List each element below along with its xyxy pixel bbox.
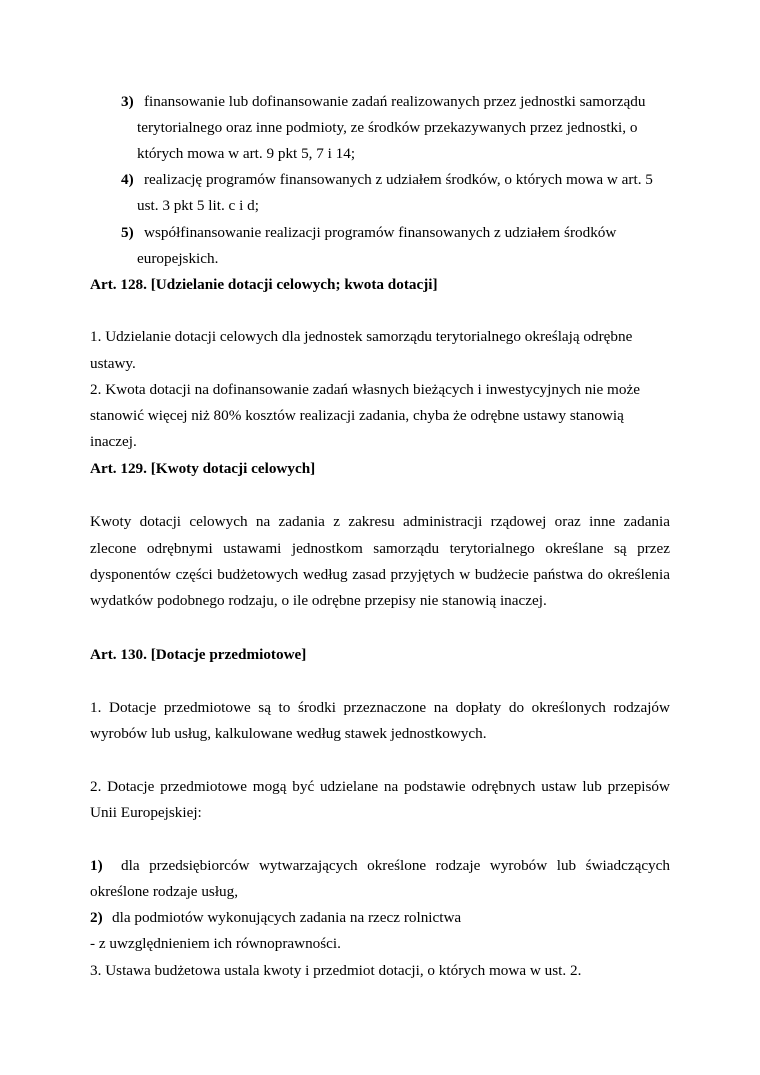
- list-text: finansowanie lub dofinansowanie zadań realizowanych przez jednostki samorządu: [144, 93, 646, 110]
- list-number: 2): [90, 909, 103, 926]
- list-number: 3): [121, 93, 134, 110]
- article-heading: Art. 129. [Kwoty dotacji celowych]: [90, 460, 316, 477]
- paragraph-text: Kwoty dotacji celowych na zadania z zakresu administracji rządowej oraz inne zadania: [90, 513, 670, 530]
- paragraph-text: 1. Dotacje przedmiotowe są to środki przeznaczone na dopłaty do określonych rodzajów: [90, 699, 670, 716]
- list-text: ust. 3 pkt 5 lit. c i d;: [137, 197, 259, 214]
- paragraph-text: wyrobów lub usług, kalkulowane według stawek jednostkowych.: [90, 725, 487, 742]
- list-text: dla podmiotów wykonujących zadania na rzecz rolnictwa: [112, 909, 462, 926]
- list-text: których mowa w art. 9 pkt 5, 7 i 14;: [137, 145, 356, 162]
- list-number: 5): [121, 224, 134, 241]
- paragraph-text: 3. Ustawa budżetowa ustala kwoty i przedmiot dotacji, o których mowa w ust. 2.: [90, 962, 582, 979]
- paragraph-text: wydatków podobnego rodzaju, o ile odrębne przepisy nie stanowią inaczej.: [90, 592, 547, 609]
- paragraph-text: 2. Dotacje przedmiotowe mogą być udzielane na podstawie odrębnych ustaw lub przepisów: [90, 778, 670, 795]
- article-heading: Art. 128. [Udzielanie dotacji celowych; kwota dotacji]: [90, 276, 438, 293]
- paragraph-text: inaczej.: [90, 433, 137, 450]
- list-text: terytorialnego oraz inne podmioty, ze środków przekazywanych przez jednostki, o: [137, 119, 638, 136]
- list-text: określone rodzaje usług,: [90, 883, 239, 900]
- list-text: realizację programów finansowanych z udziałem środków, o których mowa w art. 5: [144, 171, 653, 188]
- list-number: 4): [121, 171, 134, 188]
- paragraph-text: - z uwzględnieniem ich równoprawności.: [90, 935, 341, 952]
- list-number: 1): [90, 857, 103, 874]
- list-text: dla przedsiębiorców wytwarzających określone rodzaje wyrobów lub świadczących: [121, 857, 670, 874]
- paragraph-text: ustawy.: [90, 355, 136, 372]
- list-text: europejskich.: [137, 250, 219, 267]
- paragraph-text: dysponentów części budżetowych według zasad przyjętych w budżecie państwa do określenia: [90, 566, 670, 583]
- paragraph-text: Unii Europejskiej:: [90, 804, 202, 821]
- article-heading: Art. 130. [Dotacje przedmiotowe]: [90, 646, 307, 663]
- paragraph-text: stanowić więcej niż 80% kosztów realizacji zadania, chyba że odrębne ustawy stanowią: [90, 407, 624, 424]
- paragraph-text: zlecone odrębnymi ustawami jednostkom samorządu terytorialnego określane są przez: [90, 540, 670, 557]
- paragraph-text: 1. Udzielanie dotacji celowych dla jednostek samorządu terytorialnego określają odrębne: [90, 328, 633, 345]
- list-text: współfinansowanie realizacji programów finansowanych z udziałem środków: [144, 224, 617, 241]
- paragraph-text: 2. Kwota dotacji na dofinansowanie zadań własnych bieżących i inwestycyjnych nie może: [90, 381, 640, 398]
